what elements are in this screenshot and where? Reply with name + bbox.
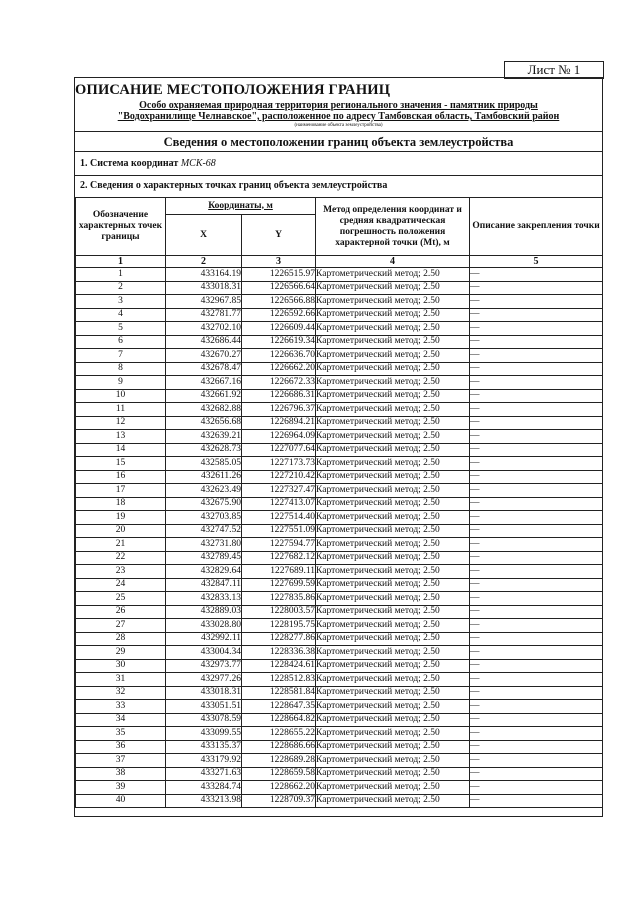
method-cell: Картометрический метод; 2.50 xyxy=(316,659,470,673)
x-coordinate-cell: 432667.16 xyxy=(166,376,242,390)
method-cell: Картометрический метод; 2.50 xyxy=(316,335,470,349)
table-row xyxy=(76,659,603,673)
y-coordinate-cell: 1228647.35 xyxy=(242,700,316,714)
fixing-cell: — xyxy=(470,727,603,741)
point-number-cell: 24 xyxy=(76,578,166,592)
coordinate-system-label: 1. Система координат xyxy=(80,158,179,169)
points-section-label: 2. Сведения о характерных точках границ объекта землеустройства xyxy=(80,180,388,191)
x-coordinate-cell: 432781.77 xyxy=(166,308,242,322)
fixing-cell: — xyxy=(470,794,603,808)
fixing-cell: — xyxy=(470,295,603,309)
fixing-cell: — xyxy=(470,389,603,403)
x-coordinate-cell: 432682.88 xyxy=(166,403,242,417)
point-number-cell: 10 xyxy=(76,389,166,403)
table-row xyxy=(76,538,603,552)
table-row xyxy=(76,700,603,714)
fixing-cell: — xyxy=(470,457,603,471)
table-row xyxy=(76,578,603,592)
point-number-cell: 27 xyxy=(76,619,166,633)
point-number-cell: 13 xyxy=(76,430,166,444)
y-coordinate-cell: 1227173.73 xyxy=(242,457,316,471)
y-coordinate-cell: 1227594.77 xyxy=(242,538,316,552)
y-coordinate-cell: 1227689.11 xyxy=(242,565,316,579)
x-coordinate-cell: 432675.90 xyxy=(166,497,242,511)
table-row xyxy=(76,605,603,619)
point-number-cell: 36 xyxy=(76,740,166,754)
x-coordinate-cell: 432678.47 xyxy=(166,362,242,376)
point-number-cell: 7 xyxy=(76,349,166,363)
fixing-cell: — xyxy=(470,632,603,646)
x-coordinate-cell: 432628.73 xyxy=(166,443,242,457)
y-coordinate-cell: 1228709.37 xyxy=(242,794,316,808)
x-coordinate-cell: 432670.27 xyxy=(166,349,242,363)
y-coordinate-cell: 1227210.42 xyxy=(242,470,316,484)
method-cell: Картометрический метод; 2.50 xyxy=(316,727,470,741)
column-number-row xyxy=(76,256,603,268)
method-cell: Картометрический метод; 2.50 xyxy=(316,767,470,781)
point-number-cell: 30 xyxy=(76,659,166,673)
method-cell: Картометрический метод; 2.50 xyxy=(316,322,470,336)
x-coordinate-cell: 432833.13 xyxy=(166,592,242,606)
method-cell: Картометрический метод; 2.50 xyxy=(316,673,470,687)
point-number-cell: 6 xyxy=(76,335,166,349)
method-cell: Картометрический метод; 2.50 xyxy=(316,268,470,282)
table-row xyxy=(76,497,603,511)
x-coordinate-cell: 433078.59 xyxy=(166,713,242,727)
x-coordinate-cell: 433051.51 xyxy=(166,700,242,714)
fixing-cell: — xyxy=(470,754,603,768)
method-cell: Картометрический метод; 2.50 xyxy=(316,430,470,444)
divider xyxy=(75,175,602,176)
object-name-line-1: Особо охраняемая природная территория регионального значения - памятник природы xyxy=(139,100,538,111)
y-header: Y xyxy=(242,215,316,256)
y-coordinate-cell: 1228686.66 xyxy=(242,740,316,754)
x-coordinate-cell: 432967.85 xyxy=(166,295,242,309)
point-number-cell: 12 xyxy=(76,416,166,430)
table-row xyxy=(76,335,603,349)
table-row xyxy=(76,430,603,444)
point-number-cell: 22 xyxy=(76,551,166,565)
sheet-number: Лист № 1 xyxy=(504,61,604,79)
method-cell: Картометрический метод; 2.50 xyxy=(316,457,470,471)
table-row xyxy=(76,322,603,336)
point-number-cell: 26 xyxy=(76,605,166,619)
y-coordinate-cell: 1228664.82 xyxy=(242,713,316,727)
point-number-cell: 28 xyxy=(76,632,166,646)
y-coordinate-cell: 1226686.31 xyxy=(242,389,316,403)
y-coordinate-cell: 1227514.40 xyxy=(242,511,316,525)
x-coordinate-cell: 432747.52 xyxy=(166,524,242,538)
column-number: 5 xyxy=(470,256,603,268)
y-coordinate-cell: 1226566.64 xyxy=(242,281,316,295)
table-row xyxy=(76,794,603,808)
fixing-cell: — xyxy=(470,484,603,498)
point-number-cell: 38 xyxy=(76,767,166,781)
x-coordinate-cell: 433164.19 xyxy=(166,268,242,282)
fixing-cell: — xyxy=(470,686,603,700)
point-number-cell: 15 xyxy=(76,457,166,471)
fixing-cell: — xyxy=(470,767,603,781)
method-cell: Картометрический метод; 2.50 xyxy=(316,754,470,768)
point-number-cell: 33 xyxy=(76,700,166,714)
fixing-cell: — xyxy=(470,322,603,336)
fixing-cell: — xyxy=(470,578,603,592)
table-row xyxy=(76,551,603,565)
x-coordinate-cell: 433135.37 xyxy=(166,740,242,754)
fixing-cell: — xyxy=(470,268,603,282)
method-cell: Картометрический метод; 2.50 xyxy=(316,686,470,700)
table-row xyxy=(76,767,603,781)
method-header: Метод определения координат и средняя квадратическая погрешность положения характерной точки (Mt), м xyxy=(316,198,470,256)
fixing-cell: — xyxy=(470,538,603,552)
point-number-cell: 34 xyxy=(76,713,166,727)
y-coordinate-cell: 1226796.37 xyxy=(242,403,316,417)
table-row xyxy=(76,268,603,282)
point-number-cell: 5 xyxy=(76,322,166,336)
coordinate-system-value: МСК-68 xyxy=(180,158,216,169)
coordinates-table xyxy=(75,197,603,808)
method-cell: Картометрический метод; 2.50 xyxy=(316,538,470,552)
table-row xyxy=(76,403,603,417)
y-coordinate-cell: 1228512.83 xyxy=(242,673,316,687)
object-name-line-2: "Водохранилище Челнавское", расположенное по адресу Тамбовская область, Тамбовский район xyxy=(117,111,560,122)
point-number-cell: 20 xyxy=(76,524,166,538)
point-number-cell: 29 xyxy=(76,646,166,660)
fixing-header: Описание закрепления точки xyxy=(470,198,603,256)
method-cell: Картометрический метод; 2.50 xyxy=(316,295,470,309)
point-number-cell: 1 xyxy=(76,268,166,282)
method-cell: Картометрический метод; 2.50 xyxy=(316,794,470,808)
y-coordinate-cell: 1228003.57 xyxy=(242,605,316,619)
table-row xyxy=(76,389,603,403)
table-row xyxy=(76,457,603,471)
column-number: 1 xyxy=(76,256,166,268)
x-coordinate-cell: 432702.10 xyxy=(166,322,242,336)
y-coordinate-cell: 1226636.70 xyxy=(242,349,316,363)
y-coordinate-cell: 1226566.88 xyxy=(242,295,316,309)
y-coordinate-cell: 1227413.07 xyxy=(242,497,316,511)
fixing-cell: — xyxy=(470,376,603,390)
fixing-cell: — xyxy=(470,592,603,606)
method-cell: Картометрический метод; 2.50 xyxy=(316,443,470,457)
fixing-cell: — xyxy=(470,349,603,363)
x-coordinate-cell: 432661.92 xyxy=(166,389,242,403)
method-cell: Картометрический метод; 2.50 xyxy=(316,511,470,525)
method-cell: Картометрический метод; 2.50 xyxy=(316,565,470,579)
method-cell: Картометрический метод; 2.50 xyxy=(316,416,470,430)
point-number-cell: 19 xyxy=(76,511,166,525)
y-coordinate-cell: 1226662.20 xyxy=(242,362,316,376)
point-number-cell: 11 xyxy=(76,403,166,417)
point-number-cell: 25 xyxy=(76,592,166,606)
y-coordinate-cell: 1227699.59 xyxy=(242,578,316,592)
fixing-cell: — xyxy=(470,646,603,660)
fixing-cell: — xyxy=(470,673,603,687)
column-number: 4 xyxy=(316,256,470,268)
method-cell: Картометрический метод; 2.50 xyxy=(316,524,470,538)
y-coordinate-cell: 1228581.84 xyxy=(242,686,316,700)
point-number-cell: 40 xyxy=(76,794,166,808)
x-coordinate-cell: 433018.31 xyxy=(166,686,242,700)
x-coordinate-cell: 432703.85 xyxy=(166,511,242,525)
method-cell: Картометрический метод; 2.50 xyxy=(316,308,470,322)
table-row xyxy=(76,295,603,309)
table-row xyxy=(76,362,603,376)
table-row xyxy=(76,565,603,579)
fixing-cell: — xyxy=(470,497,603,511)
document-title: ОПИСАНИЕ МЕСТОПОЛОЖЕНИЯ ГРАНИЦ xyxy=(75,82,391,98)
fixing-cell: — xyxy=(470,308,603,322)
table-row xyxy=(76,781,603,795)
x-coordinate-cell: 433028.80 xyxy=(166,619,242,633)
x-coordinate-cell: 432973.77 xyxy=(166,659,242,673)
x-coordinate-cell: 432977.26 xyxy=(166,673,242,687)
table-row xyxy=(76,646,603,660)
point-number-cell: 9 xyxy=(76,376,166,390)
method-cell: Картометрический метод; 2.50 xyxy=(316,389,470,403)
y-coordinate-cell: 1228662.20 xyxy=(242,781,316,795)
point-number-cell: 4 xyxy=(76,308,166,322)
fixing-cell: — xyxy=(470,362,603,376)
fixing-cell: — xyxy=(470,781,603,795)
point-number-cell: 2 xyxy=(76,281,166,295)
fixing-cell: — xyxy=(470,740,603,754)
fixing-cell: — xyxy=(470,700,603,714)
x-coordinate-cell: 432623.49 xyxy=(166,484,242,498)
x-coordinate-cell: 433004.34 xyxy=(166,646,242,660)
divider xyxy=(75,131,602,132)
y-coordinate-cell: 1228659.58 xyxy=(242,767,316,781)
method-cell: Картометрический метод; 2.50 xyxy=(316,605,470,619)
coordinate-system-line xyxy=(80,158,216,169)
x-coordinate-cell: 432686.44 xyxy=(166,335,242,349)
y-coordinate-cell: 1227835.86 xyxy=(242,592,316,606)
table-row xyxy=(76,511,603,525)
point-number-cell: 18 xyxy=(76,497,166,511)
object-name-caption: (наименование объекта землеустройства) xyxy=(294,123,383,128)
point-number-cell: 21 xyxy=(76,538,166,552)
method-cell: Картометрический метод; 2.50 xyxy=(316,619,470,633)
method-cell: Картометрический метод; 2.50 xyxy=(316,632,470,646)
y-coordinate-cell: 1226894.21 xyxy=(242,416,316,430)
x-coordinate-cell: 433018.31 xyxy=(166,281,242,295)
point-number-cell: 8 xyxy=(76,362,166,376)
table-row xyxy=(76,376,603,390)
x-coordinate-cell: 433099.55 xyxy=(166,727,242,741)
table-row xyxy=(76,592,603,606)
method-cell: Картометрический метод; 2.50 xyxy=(316,497,470,511)
fixing-cell: — xyxy=(470,430,603,444)
y-coordinate-cell: 1226964.09 xyxy=(242,430,316,444)
x-coordinate-cell: 432829.64 xyxy=(166,565,242,579)
table-row xyxy=(76,349,603,363)
method-cell: Картометрический метод; 2.50 xyxy=(316,376,470,390)
y-coordinate-cell: 1227551.09 xyxy=(242,524,316,538)
y-coordinate-cell: 1228195.75 xyxy=(242,619,316,633)
column-number: 3 xyxy=(242,256,316,268)
point-number-cell: 17 xyxy=(76,484,166,498)
fixing-cell: — xyxy=(470,443,603,457)
document-frame xyxy=(74,77,603,817)
table-row xyxy=(76,443,603,457)
y-coordinate-cell: 1228336.38 xyxy=(242,646,316,660)
point-number-cell: 16 xyxy=(76,470,166,484)
table-row xyxy=(76,673,603,687)
method-cell: Картометрический метод; 2.50 xyxy=(316,713,470,727)
point-number-cell: 31 xyxy=(76,673,166,687)
fixing-cell: — xyxy=(470,281,603,295)
x-coordinate-cell: 432656.68 xyxy=(166,416,242,430)
y-coordinate-cell: 1227077.64 xyxy=(242,443,316,457)
method-cell: Картометрический метод; 2.50 xyxy=(316,362,470,376)
table-row xyxy=(76,686,603,700)
x-coordinate-cell: 432992.11 xyxy=(166,632,242,646)
method-cell: Картометрический метод; 2.50 xyxy=(316,349,470,363)
table-row xyxy=(76,308,603,322)
x-coordinate-cell: 433179.92 xyxy=(166,754,242,768)
fixing-cell: — xyxy=(470,416,603,430)
method-cell: Картометрический метод; 2.50 xyxy=(316,578,470,592)
table-row xyxy=(76,524,603,538)
fixing-cell: — xyxy=(470,713,603,727)
fixing-cell: — xyxy=(470,511,603,525)
y-coordinate-cell: 1228655.22 xyxy=(242,727,316,741)
fixing-cell: — xyxy=(470,470,603,484)
method-cell: Картометрический метод; 2.50 xyxy=(316,484,470,498)
y-coordinate-cell: 1226515.97 xyxy=(242,268,316,282)
divider xyxy=(75,151,602,152)
table-row xyxy=(76,470,603,484)
method-cell: Картометрический метод; 2.50 xyxy=(316,470,470,484)
fixing-cell: — xyxy=(470,524,603,538)
point-number-cell: 14 xyxy=(76,443,166,457)
y-coordinate-cell: 1227682.12 xyxy=(242,551,316,565)
x-coordinate-cell: 432889.03 xyxy=(166,605,242,619)
point-number-cell: 39 xyxy=(76,781,166,795)
y-coordinate-cell: 1228424.61 xyxy=(242,659,316,673)
method-cell: Картометрический метод; 2.50 xyxy=(316,781,470,795)
method-cell: Картометрический метод; 2.50 xyxy=(316,403,470,417)
fixing-cell: — xyxy=(470,659,603,673)
y-coordinate-cell: 1226619.34 xyxy=(242,335,316,349)
table-row xyxy=(76,740,603,754)
table-row xyxy=(76,416,603,430)
table-row xyxy=(76,484,603,498)
point-number-cell: 3 xyxy=(76,295,166,309)
y-coordinate-cell: 1226672.33 xyxy=(242,376,316,390)
x-coordinate-cell: 432585.05 xyxy=(166,457,242,471)
method-cell: Картометрический метод; 2.50 xyxy=(316,281,470,295)
fixing-cell: — xyxy=(470,335,603,349)
y-coordinate-cell: 1228277.86 xyxy=(242,632,316,646)
method-cell: Картометрический метод; 2.50 xyxy=(316,740,470,754)
y-coordinate-cell: 1226609.44 xyxy=(242,322,316,336)
section-title: Сведения о местоположении границ объекта землеустройства xyxy=(163,135,514,149)
method-cell: Картометрический метод; 2.50 xyxy=(316,646,470,660)
point-number-cell: 32 xyxy=(76,686,166,700)
x-coordinate-cell: 432611.26 xyxy=(166,470,242,484)
table-row xyxy=(76,619,603,633)
coordinates-table-body xyxy=(76,268,603,808)
y-coordinate-cell: 1226592.66 xyxy=(242,308,316,322)
method-cell: Картометрический метод; 2.50 xyxy=(316,551,470,565)
table-row xyxy=(76,281,603,295)
table-row xyxy=(76,713,603,727)
method-cell: Картометрический метод; 2.50 xyxy=(316,700,470,714)
y-coordinate-cell: 1228689.28 xyxy=(242,754,316,768)
y-coordinate-cell: 1227327.47 xyxy=(242,484,316,498)
x-coordinate-cell: 432731.80 xyxy=(166,538,242,552)
x-header: X xyxy=(166,215,242,256)
x-coordinate-cell: 433284.74 xyxy=(166,781,242,795)
table-row xyxy=(76,754,603,768)
designation-header: Обозначение характерных точек границы xyxy=(76,198,166,256)
fixing-cell: — xyxy=(470,619,603,633)
fixing-cell: — xyxy=(470,605,603,619)
method-cell: Картометрический метод; 2.50 xyxy=(316,592,470,606)
coordinates-header: Координаты, м xyxy=(166,198,316,215)
point-number-cell: 35 xyxy=(76,727,166,741)
x-coordinate-cell: 432847.11 xyxy=(166,578,242,592)
x-coordinate-cell: 432639.21 xyxy=(166,430,242,444)
x-coordinate-cell: 432789.45 xyxy=(166,551,242,565)
point-number-cell: 23 xyxy=(76,565,166,579)
table-row xyxy=(76,632,603,646)
table-row xyxy=(76,727,603,741)
point-number-cell: 37 xyxy=(76,754,166,768)
column-number: 2 xyxy=(166,256,242,268)
x-coordinate-cell: 433271.63 xyxy=(166,767,242,781)
x-coordinate-cell: 433213.98 xyxy=(166,794,242,808)
fixing-cell: — xyxy=(470,403,603,417)
fixing-cell: — xyxy=(470,565,603,579)
fixing-cell: — xyxy=(470,551,603,565)
